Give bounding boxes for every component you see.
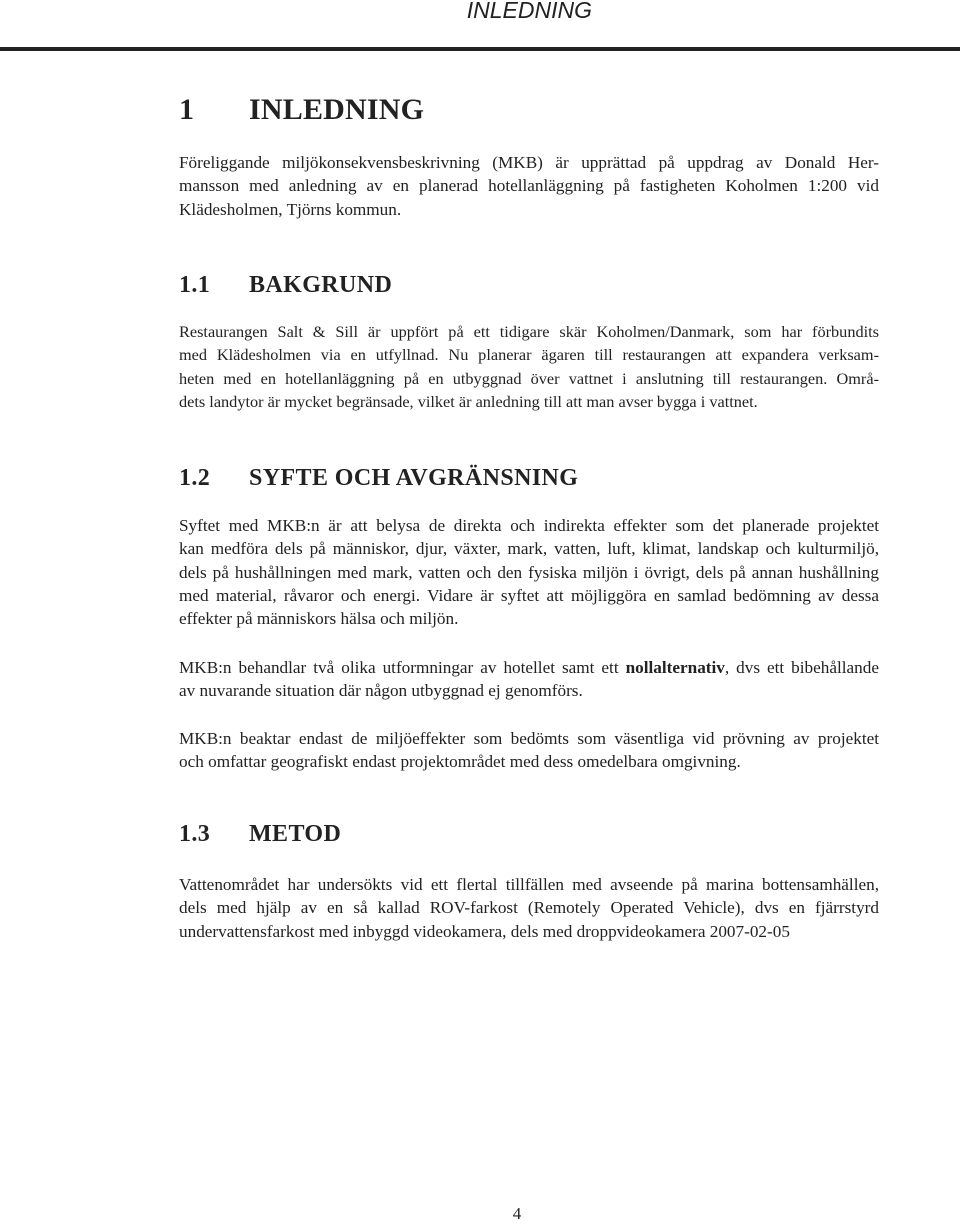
- section-heading-bakgrund: [179, 271, 392, 299]
- emphasis-nollalternativ: nollalternativ: [625, 658, 725, 677]
- text-line: Klädesholmen, Tjörns kommun.: [179, 199, 402, 219]
- text-line: Syftet med MKB:n är att belysa de direkta och indirekta effekter som det planerade projektet: [179, 516, 879, 535]
- syfte-paragraph-2: [179, 656, 879, 703]
- text-line: effekter på människors hälsa och miljön.: [179, 609, 459, 629]
- section-number: 1.3: [179, 821, 211, 847]
- chapter-heading: [179, 92, 424, 128]
- section-title: METOD: [249, 821, 342, 847]
- text-run: MKB:n behandlar två olika utformningar av hotellet samt ett: [179, 658, 626, 677]
- text-line: och omfattar geografiskt endast projektområdet med dess omedelbara omgivning.: [179, 752, 741, 772]
- intro-paragraph: [179, 151, 879, 221]
- chapter-number: 1: [179, 93, 195, 126]
- running-header: INLEDNING: [466, 0, 592, 23]
- text-line: Föreliggande miljökonsekvensbeskrivning (MKB) är upprättad på uppdrag av Donald Her-: [179, 153, 879, 172]
- text-line: dels med hjälp av en så kallad ROV-farkost (Remotely Operated Vehicle), dvs en fjärrstyrd: [179, 898, 879, 918]
- text-line: med Klädesholmen via en utfyllnad. Nu planerar ägaren till restaurangen att expandera verksam-: [179, 345, 879, 365]
- chapter-title: INLEDNING: [249, 93, 425, 126]
- header-rule: [0, 47, 960, 51]
- text-line: med material, råvaror och energi. Vidare är syftet att möjliggöra en samlad bedömning av dessa: [179, 585, 879, 605]
- text-line: MKB:n beaktar endast de miljöeffekter som bedömts som väsentliga vid prövning av projektet: [179, 729, 879, 748]
- text-line: dels på hushållningen med mark, vatten och den fysiska miljön i övrigt, dels på annan hushållning: [179, 562, 879, 582]
- text-line: Restaurangen Salt & Sill är uppfört på ett tidigare skär Koholmen/Danmark, som har förbundits: [179, 322, 879, 341]
- text-line: mansson med anledning av en planerad hotellanläggning på fastigheten Koholmen 1:200 vid: [179, 176, 879, 196]
- section-heading-syfte: [179, 464, 578, 492]
- bakgrund-paragraph: [179, 320, 879, 413]
- text-line: Vattenområdet har undersökts vid ett flertal tillfällen med avseende på marina bottensamhällen,: [179, 875, 879, 894]
- text-line: kan medföra dels på människor, djur, växter, mark, vatten, luft, klimat, landskap och kulturmiljö,: [179, 539, 879, 559]
- section-number: 1.2: [179, 465, 211, 491]
- section-number: 1.1: [179, 272, 211, 298]
- section-heading-metod: [179, 820, 341, 848]
- text-run: , dvs ett bibehållande: [724, 658, 879, 677]
- text-line: dets landytor är mycket begränsade, vilket är anledning till att man avser bygga i vattnet.: [179, 391, 758, 411]
- metod-paragraph: [179, 873, 879, 943]
- section-title: SYFTE OCH AVGRÄNSNING: [249, 465, 579, 491]
- text-line: undervattensfarkost med inbyggd videokamera, dels med droppvideokamera 2007-02-05: [179, 921, 790, 941]
- text-line: heten med en hotellanläggning på en utbyggnad över vattnet i anslutning till restaurangen. Områ-: [179, 368, 879, 388]
- page-number: 4: [512, 1204, 522, 1223]
- syfte-paragraph-3: [179, 727, 879, 774]
- syfte-paragraph-1: [179, 514, 879, 630]
- section-title: BAKGRUND: [249, 272, 393, 298]
- text-line: av nuvarande situation där någon utbyggnad ej genomförs.: [179, 681, 583, 701]
- text-line: [179, 656, 879, 679]
